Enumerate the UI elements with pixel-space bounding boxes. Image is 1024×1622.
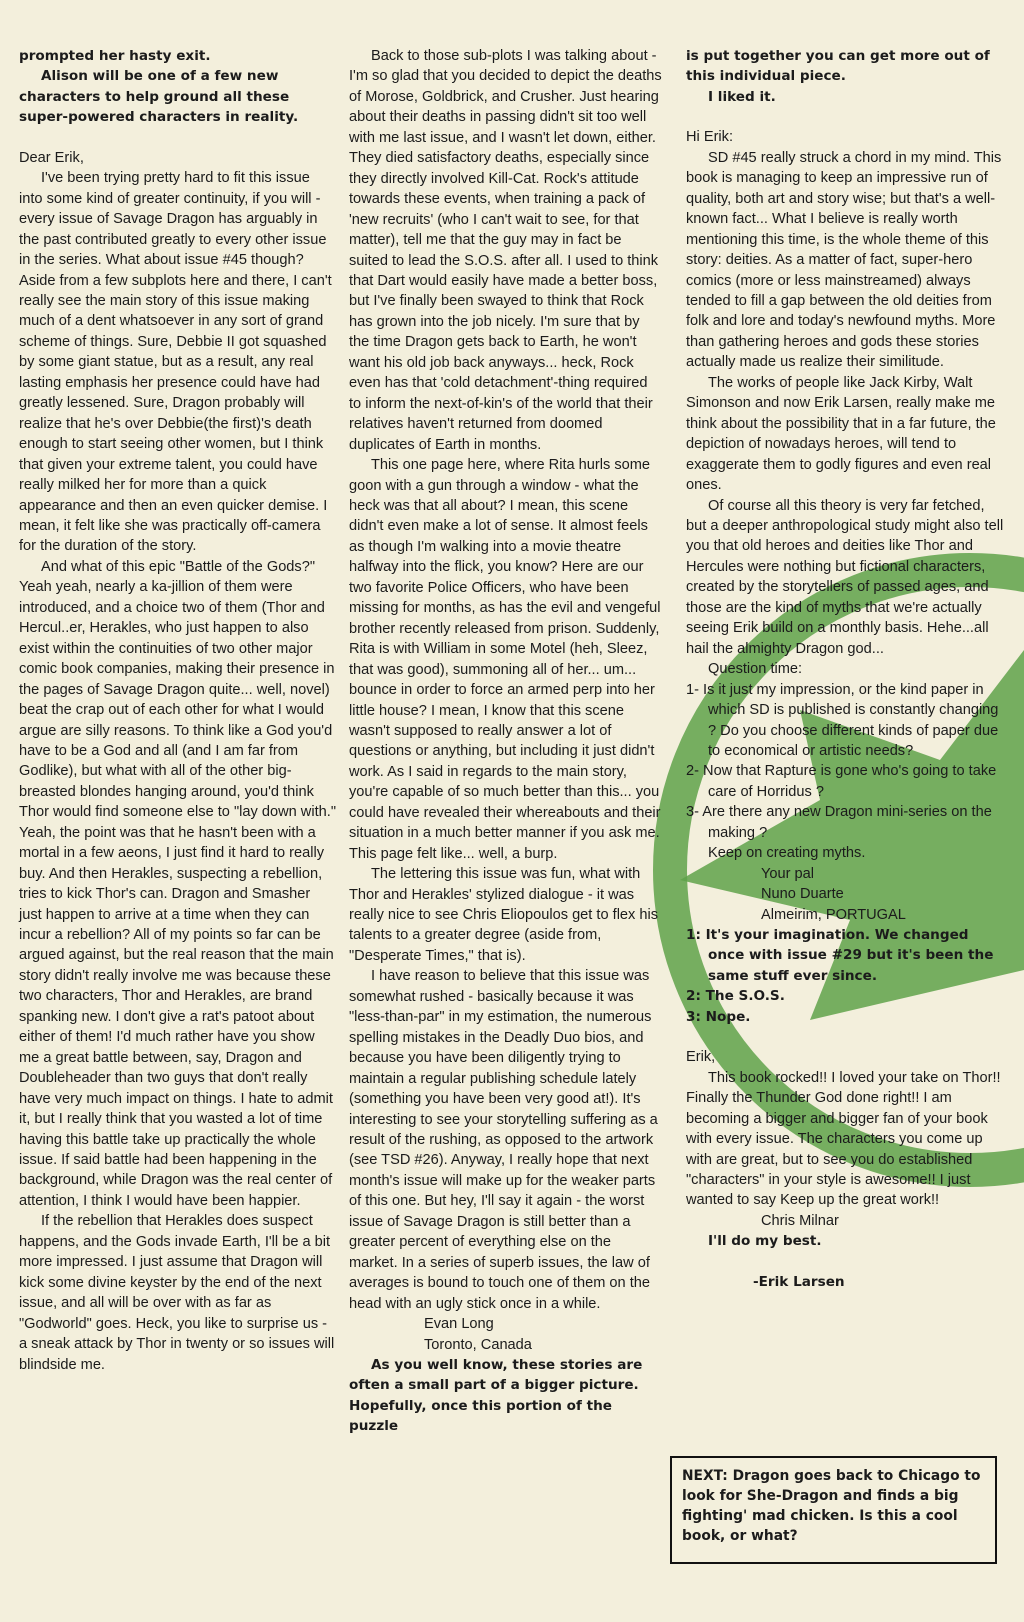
paragraph: I've been trying pretty hard to fit this issue into some kind of greater continuity, if you will - every issue of Savage Dragon has arguably in the past contributed greatly to every other issue in the series. What about issue #45 though? Aside from a few subplots here and there, I can't really see the main story of this issue making much of a dent whatsoever in any sort of grand scheme of things. Sure, Debbie II got squashed by some giant statue, but as a result, any real lasting emphasis her presence could have had greatly lessened. Sure, Dragon probably will realize that he's over Debbie(the first)'s death enough to start seeing other women, but I think that given your extreme talent, you could have really milked her for more than a quick appearance and then an even quicker demise. I mean, it felt like she was practically off-camera for the duration of the story. [19, 170, 332, 555]
paragraph: The lettering this issue was fun, what with Thor and Herakles' stylized dialogue - it was really nice to see Chris Eliopoulos get to flex his talents to a greater degree (aside from, "Desperate Times," that is). [349, 866, 659, 964]
paragraph: If the rebellion that Herakles does suspect happens, and the Gods invade Earth, I'll be a bit more impressed. I just assume that Dragon will kick some divine keyster by the end of the next issue, and all will be over with as far as "Godworld" goes. Heck, you like to surprise us - a sneak attack by Thor in twenty or so issues will blindside me. [19, 1213, 335, 1373]
paragraph: Question time: [708, 661, 803, 678]
paragraph: As you well know, these stories are often a small part of a bigger picture. Hopefully, once this portion of the puzzle [349, 1357, 643, 1435]
paragraph: Alison will be one of a few new characters to help ground all these super-powered characters in reality. [19, 68, 299, 126]
paragraph: Evan Long [424, 1316, 494, 1333]
paragraph: 1- Is it just my impression, or the kind paper in which SD is published is constantly changing ? Do you choose different kinds of paper due to economical or artistic needs? [686, 681, 999, 759]
paragraph: Of course all this theory is very far fetched, but a deeper anthropological study might also tell you that old heroes and deities like Thor and Hercules were nothing but fictional characters, created by the storytellers of passed ages, and those are the kind of myths that we're actually seeing Erik build on a monthly basis. Hehe...all hail the almighty Dragon god... [686, 497, 1004, 657]
paragraph: I liked it. [708, 88, 776, 105]
paragraph: Back to those sub-plots I was talking about - I'm so glad that you decided to depict the deaths of Morose, Goldbrick, and Crusher. Just hearing about their deaths in passing didn't sit too well with me last issue, and I wasn't let down, either. They died satisfactory deaths, especially since they directly involved Kill-Cat. Rock's attitude towards these events, when training a pack of 'new recruits' (who I can't wait to see, for that matter), tell me that the guy may in fact be suited to lead the S.O.S. after all. I used to think that Dart would easily have made a better boss, but I've finally been swayed to think that Rock has grown into the job nicely. I'm sure that by the time Dragon gets back to Earth, he won't want his old job back anyways... heck, Rock even has that 'cold detachment'-thing required to inform the next-of-kin's of the world that their relatives haven't returned from doomed duplicates of Earth in months. [349, 48, 662, 453]
paragraph: Chris Milnar [761, 1212, 839, 1229]
paragraph: The works of people like Jack Kirby, Walt Simonson and now Erik Larsen, really make me think about the possibility that in a far future, the depiction of nowadays heroes, will tend to exaggerate them to godly figures and even real ones. [686, 374, 996, 494]
column-1 [19, 46, 337, 1375]
paragraph: 3: Nope. [686, 1008, 751, 1025]
paragraph: Almeirim, PORTUGAL [761, 906, 906, 923]
paragraph: I'll do my best. [708, 1233, 822, 1250]
paragraph: -Erik Larsen [753, 1273, 845, 1290]
paragraph: I have reason to believe that this issue was somewhat rushed - basically because it was "less-than-par" in my estimation, the numerous spelling mistakes in the Deadly Duo bios, and because you have been diligently trying to maintain a regular publishing schedule lately (something you have been very good at!). It's interesting to see your storytelling suffering as a result of the rushing, as opposed to the artwork (see TSD #26). Anyway, I really hope that next month's issue will make up for the weaker parts of this one. But hey, I'll say it again - the worst issue of Savage Dragon is still better than a greater percent of everything else on the market. In a series of superb issues, the law of averages is bound to touch one of them on the head with an ugly stick once in a while. [349, 968, 658, 1312]
paragraph: is put together you can get more out of this individual piece. [686, 48, 990, 85]
paragraph: And what of this epic "Battle of the Gods?" Yeah yeah, nearly a ka-jillion of them were introduced, and a choice two of them (Thor and Hercul..er, Herakles, who just happen to also exist within the continuities of two other major comic book companies, making their presence in the pages of Savage Dragon quite... well, novel) beat the crap out of each other for what I would argue are silly reasons. To think like a God you'd have to be a God and all (and I am far from Godlike), but what with all of the other big-breasted blondes hanging around, you'd think Thor would find someone else to "lay down with." Yeah, the point was that he hasn't been with a mortal in a few aeons, I just find it hard to really buy. And then Herakles, suspecting a rebellion, tries to kick Thor's can. Dragon and Smasher just happen to arrive at a time when they can incur a rebellion? All of my points so far can be argued against, but the real reason that the main story didn't really involve me was because these two characters, Thor and Herakles, are brand spanking new. I don't give a rat's patoot about either of them! I'd much rather have you show me a great battle between, say, Dragon and Doubleheader than two guys that don't really have very much impact on things. I hate to admit it, but I really think that you wasted a lot of time having this battle take up practically the whole issue. If said battle had been happening in the background, while Dragon was the real center of attention, I think I would have been happier. [19, 558, 336, 1209]
paragraph: Hi Erik: [686, 129, 734, 146]
paragraph: prompted her hasty exit. [19, 48, 211, 64]
paragraph: Dear Erik, [19, 149, 84, 166]
paragraph: 2: The S.O.S. [686, 988, 785, 1005]
paragraph: This book rocked!! I loved your take on Thor!! Finally the Thunder God done right!! I am becoming a bigger and bigger fan of your book with every issue. The characters you come up with are great, but to see you do established "characters" in your style is awesome!! I just wanted to say Keep up the great work!! [686, 1069, 1001, 1209]
paragraph: 3- Are there any new Dragon mini-series on the making ? [686, 804, 992, 841]
paragraph: Nuno Duarte [761, 886, 844, 903]
paragraph: Erik, [686, 1049, 716, 1066]
paragraph: 1: It's your imagination. We changed once with issue #29 but it's been the same stuff ever since. [686, 927, 994, 984]
next-issue-box: NEXT: Dragon goes back to Chicago to look for She-Dragon and finds a big fighting' mad chicken. Is this a cool book, or what? [670, 1456, 997, 1564]
paragraph: This one page here, where Rita hurls some goon with a gun through a window - what the heck was that all about? I mean, this scene didn't even make a lot of sense. It almost feels as though I'm walking into a movie theatre halfway into the flick, you know? Here are our two favorite Police Officers, who have been missing for months, as has the evil and vengeful brother recently released from prison. Suddenly, Rita is with William in some Motel (heh, Sleez, that was good), summoning all of her... um... bounce in order to force an armed perp into her little house? I mean, I know that this scene wasn't supposed to really answer a lot of questions or anything, but including it just didn't work. As I said in regards to the main story, you're capable of so much better than this... you could have revealed their whereabouts and their situation in a much better manner if you ask me. This page felt like... well, a burp. [349, 457, 661, 862]
paragraph: SD #45 really struck a chord in my mind. This book is managing to keep an impressive run of quality, both art and story wise; but that's a well-known fact... What I believe is really worth mentioning this time, is the whole theme of this story: deities. As a matter of fact, super-hero comics (more or less mainstreamed) always tended to fill a gap between the old deities from folk and lore and today's newfound myths. More than gathering heroes and gods these stories actually made us realize their similitude. [686, 149, 1002, 371]
paragraph: Your pal [761, 865, 815, 882]
paragraph: 2- Now that Rapture is gone who's going to take care of Horridus ? [686, 763, 997, 800]
column-2 [349, 46, 662, 1437]
paragraph: Toronto, Canada [424, 1336, 532, 1353]
column-3 [686, 46, 1004, 1292]
paragraph: Keep on creating myths. [708, 845, 866, 862]
